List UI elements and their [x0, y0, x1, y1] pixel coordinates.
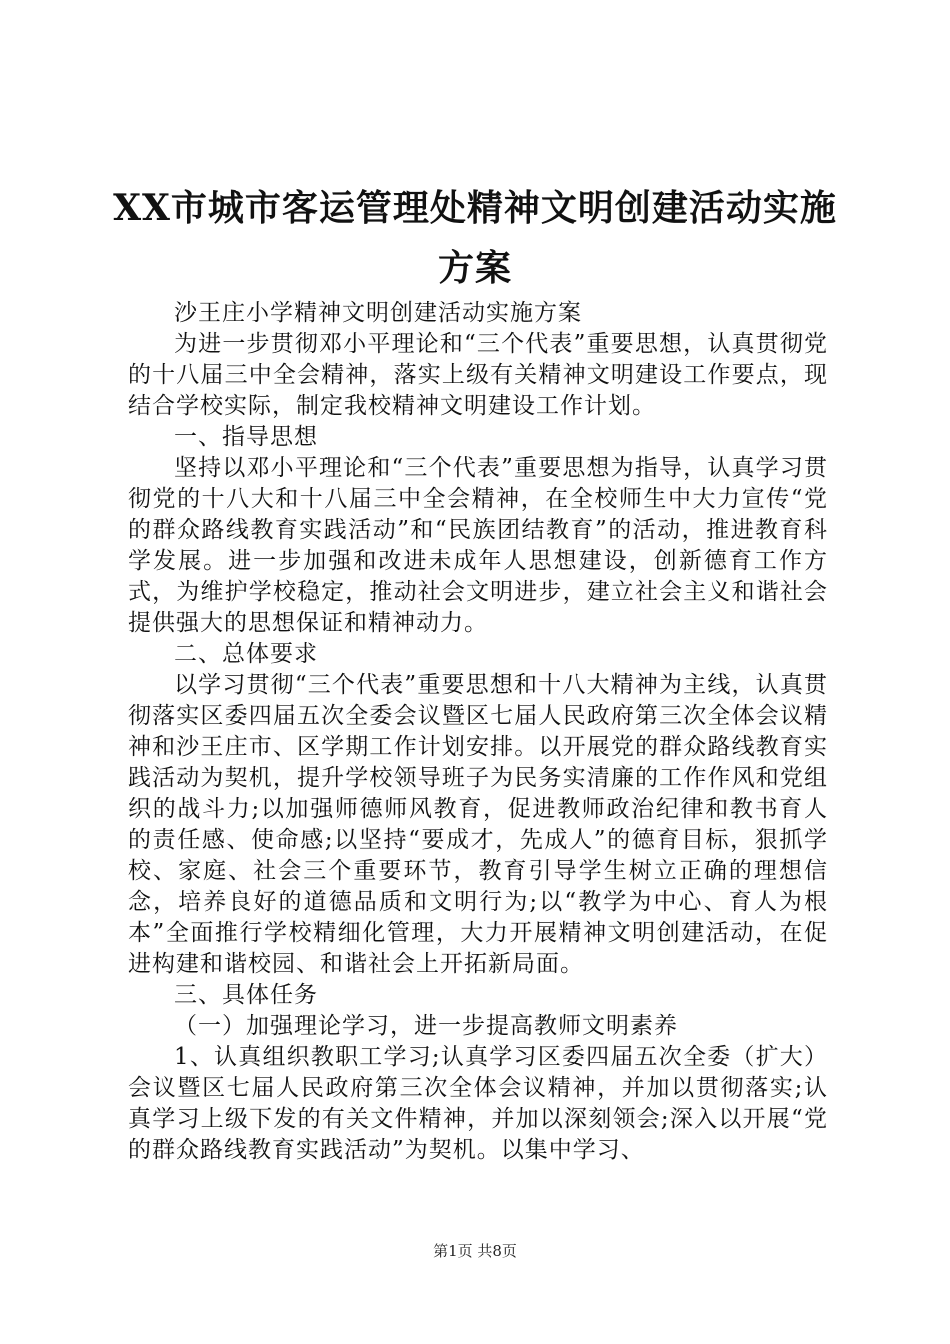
document-body	[128, 298, 828, 1166]
paragraph-subtitle: 沙王庄小学精神文明创建活动实施方案	[174, 300, 582, 326]
section-heading-guiding-thought: 一、指导思想	[174, 424, 318, 450]
section-heading-specific-tasks: 三、具体任务	[174, 982, 318, 1008]
subsection-heading-theory-study: （一）加强理论学习，进一步提高教师文明素养	[174, 1013, 678, 1039]
paragraph-guiding-thought: 坚持以邓小平理论和“三个代表”重要思想为指导，认真学习贯彻党的十八大和十八届三中全会精神，在全校师生中大力宣传“党的群众路线教育实践活动”和“民族团结教育”的活动，推进教育科学发展。进一步加强和改进未成年人思想建设，创新德育工作方式，为维护学校稳定，推动社会文明进步，建立社会主义和谐社会提供强大的思想保证和精神动力。	[128, 455, 828, 636]
page-number-footer: 第1页 共8页	[433, 1242, 517, 1260]
paragraph-intro: 为进一步贯彻邓小平理论和“三个代表”重要思想，认真贯彻党的十八届三中全会精神，落实上级有关精神文明建设工作要点，现结合学校实际，制定我校精神文明建设工作计划。	[128, 331, 828, 419]
document-title-line-2: 方案	[437, 247, 512, 289]
section-heading-overall-requirements: 二、总体要求	[174, 641, 318, 667]
paragraph-overall-requirements: 以学习贯彻“三个代表”重要思想和十八大精神为主线，认真贯彻落实区委四届五次全委会议暨区七届人民政府第三次全体会议精神和沙王庄市、区学期工作计划安排。以开展党的群众路线教育实践活动为契机，提升学校领导班子为民务实清廉的工作作风和党组织的战斗力;以加强师德师风教育，促进教师政治纪律和教书育人的责任感、使命感;以坚持“要成才，先成人”的德育目标，狠抓学校、家庭、社会三个重要环节，教育引导学生树立正确的理想信念，培养良好的道德品质和文明行为;以“教学为中心、育人为根本”全面推行学校精细化管理，大力开展精神文明创建活动，在促进构建和谐校园、和谐社会上开拓新局面。	[128, 672, 828, 977]
document-title-line-1: XX市城市客运管理处精神文明创建活动实施	[113, 187, 837, 229]
paragraph-task-1: 1、认真组织教职工学习;认真学习区委四届五次全委（扩大）会议暨区七届人民政府第三次全体会议精神，并加以贯彻落实;认真学习上级下发的有关文件精神，并加以深刻领会;深入以开展“党的群众路线教育实践活动”为契机。以集中学习、	[128, 1044, 828, 1163]
